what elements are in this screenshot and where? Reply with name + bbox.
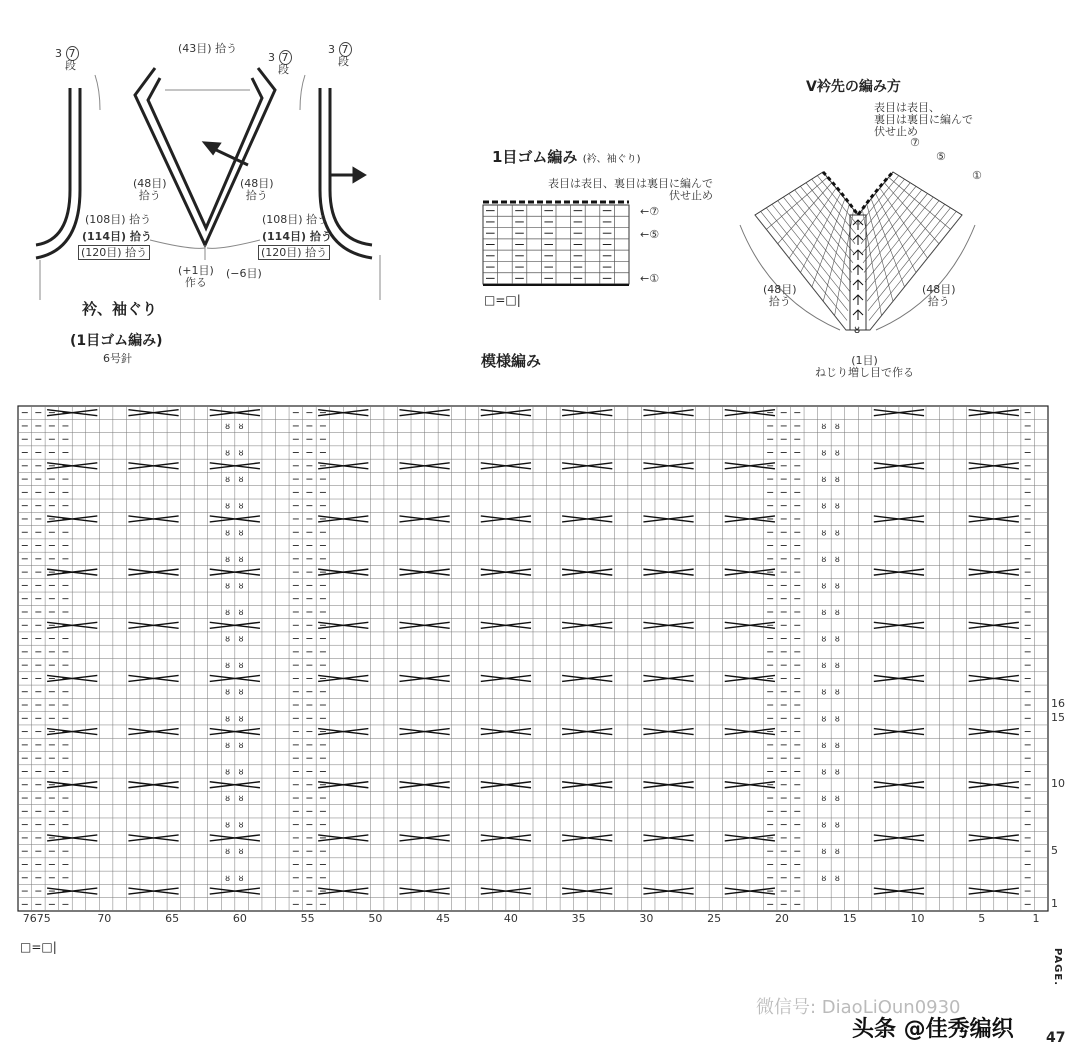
twist-stitch-mark: ȣ	[821, 634, 827, 644]
wechat-watermark: 微信号: DiaoLiOun0930	[756, 997, 961, 1018]
twist-stitch-mark: ȣ	[821, 661, 827, 671]
vtip-row1: ①	[972, 169, 982, 182]
twist-stitch-mark: ȣ	[821, 847, 827, 857]
page-number: 47	[1046, 1030, 1066, 1046]
twist-stitch-mark: ȣ	[238, 607, 244, 617]
vtip-bottom-label: (1目) ねじり増し目で作る	[815, 354, 914, 380]
twist-stitch-mark: ȣ	[834, 607, 840, 617]
twist-stitch-mark: ȣ	[238, 794, 244, 804]
vest-subtitle: (1目ゴム編み)	[70, 333, 163, 349]
twist-stitch-mark: ȣ	[821, 421, 827, 431]
needle-size: 6号針	[103, 352, 132, 365]
twist-stitch-mark: ȣ	[225, 661, 230, 671]
mid-step-count: 3	[268, 51, 275, 64]
twist-stitch-mark: ȣ	[821, 528, 827, 538]
twist-stitch-mark: ȣ	[834, 634, 840, 644]
twist-stitch-mark: ȣ	[821, 687, 827, 697]
twist-stitch-mark: ȣ	[225, 448, 230, 458]
ribbing-row5: ←⑤	[640, 228, 660, 241]
vtip-title: V衿先の編み方	[806, 79, 901, 95]
right-step-circle: 7	[339, 42, 352, 57]
column-number: 10	[910, 912, 925, 925]
twist-stitch-mark: ȣ	[821, 873, 827, 883]
twist-stitch-mark: ȣ	[225, 873, 230, 883]
twist-stitch-mark: ȣ	[225, 501, 230, 511]
twist-stitch-mark: ȣ	[225, 475, 230, 485]
twist-stitch-mark: ȣ	[821, 714, 827, 724]
column-number: 70	[97, 912, 112, 925]
left-arm-a: (108目) 拾う	[85, 213, 152, 226]
twist-stitch-mark: ȣ	[821, 794, 827, 804]
column-number: 45	[436, 912, 451, 925]
left-v-label: (48目) 拾う	[133, 177, 167, 203]
twist-stitch-mark: ȣ	[238, 554, 244, 564]
ribbing-title-text: 1目ゴム編み	[492, 148, 578, 166]
twist-stitch-mark: ȣ	[225, 421, 230, 431]
twist-stitch-mark: ȣ	[238, 475, 244, 485]
ribbing-row1-num: ①	[649, 272, 660, 285]
twist-stitch-mark: ȣ	[238, 767, 244, 777]
twist-stitch-mark: ȣ	[834, 847, 840, 857]
column-number: 60	[232, 912, 247, 925]
twist-stitch-mark: ȣ	[821, 767, 827, 777]
twist-stitch-mark: ȣ	[225, 740, 230, 750]
twist-increase-mark: ȣ	[854, 325, 861, 336]
twist-stitch-mark: ȣ	[238, 687, 244, 697]
twist-stitch-mark: ȣ	[238, 661, 244, 671]
left-step-unit: 段	[65, 59, 76, 73]
left-arm-b: (114目) 拾う	[82, 230, 152, 243]
left-step-circle: 7	[66, 46, 79, 61]
twist-stitch-mark: ȣ	[834, 581, 840, 591]
twist-stitch-mark: ȣ	[225, 634, 230, 644]
twist-stitch-mark: ȣ	[225, 581, 230, 591]
twist-stitch-mark: ȣ	[238, 528, 244, 538]
ribbing-row1: ←①	[640, 272, 660, 285]
right-v-label: (48目) 拾う	[240, 177, 274, 203]
column-number: 50	[368, 912, 383, 925]
twist-stitch-mark: ȣ	[238, 820, 244, 830]
right-arm-c-text: (120目) 拾う	[258, 245, 330, 260]
row-number: 1	[1051, 896, 1058, 910]
column-number: 35	[571, 912, 586, 925]
left-step-count: 3	[55, 47, 62, 60]
mid-step-unit: 段	[278, 63, 289, 77]
twist-stitch-mark: ȣ	[834, 661, 840, 671]
twist-stitch-mark: ȣ	[821, 475, 827, 485]
column-number: 15	[842, 912, 857, 925]
plus-one-label: (+1目) 作る	[178, 264, 214, 290]
vtip-row7: ⑦	[910, 136, 920, 149]
column-number: 1	[1032, 912, 1040, 925]
twist-stitch-mark: ȣ	[834, 501, 840, 511]
row-number: 15	[1051, 710, 1065, 724]
pattern-legend: □=□|	[20, 940, 57, 954]
twist-stitch-mark: ȣ	[225, 794, 230, 804]
twist-stitch-mark: ȣ	[238, 448, 244, 458]
neck-top-label: (43目) 拾う	[178, 42, 238, 55]
twist-stitch-mark: ȣ	[821, 820, 827, 830]
twist-stitch-mark: ȣ	[238, 634, 244, 644]
twist-stitch-mark: ȣ	[821, 607, 827, 617]
twist-stitch-mark: ȣ	[834, 714, 840, 724]
vtip-row5: ⑤	[936, 150, 946, 163]
right-arm-b: (114目) 拾う	[262, 230, 332, 243]
twist-stitch-mark: ȣ	[225, 714, 230, 724]
column-number: 55	[300, 912, 315, 925]
twist-stitch-mark: ȣ	[821, 448, 827, 458]
twist-stitch-mark: ȣ	[821, 581, 827, 591]
ribbing-bindoff-note: 表目は表目、裏目は裏目に編んで 伏せ止め	[548, 177, 713, 203]
left-arm-c-text: (120目) 拾う	[78, 245, 150, 260]
twist-stitch-mark: ȣ	[225, 554, 230, 564]
twist-stitch-mark: ȣ	[225, 528, 230, 538]
pattern-title: 模様編み	[481, 352, 542, 370]
mid-step-circle: 7	[279, 50, 292, 65]
twist-stitch-mark: ȣ	[238, 581, 244, 591]
ribbing-title-note: (衿、袖ぐり)	[582, 154, 641, 165]
twist-stitch-mark: ȣ	[821, 501, 827, 511]
twist-stitch-mark: ȣ	[834, 421, 840, 431]
twist-stitch-mark: ȣ	[834, 820, 840, 830]
twist-stitch-mark: ȣ	[821, 740, 827, 750]
vtip-right-label: (48目) 拾う	[922, 283, 956, 309]
twist-stitch-mark: ȣ	[225, 607, 230, 617]
row-number: 5	[1051, 843, 1058, 857]
twist-stitch-mark: ȣ	[225, 820, 230, 830]
twist-stitch-mark: ȣ	[834, 475, 840, 485]
vest-title: 衿、袖ぐり	[82, 300, 158, 318]
twist-stitch-mark: ȣ	[238, 501, 244, 511]
twist-stitch-mark: ȣ	[834, 767, 840, 777]
ribbing-row7-num: ⑦	[649, 205, 660, 218]
twist-stitch-mark: ȣ	[238, 421, 244, 431]
twist-stitch-mark: ȣ	[834, 448, 840, 458]
column-number: 40	[503, 912, 518, 925]
twist-stitch-mark: ȣ	[225, 687, 230, 697]
twist-stitch-mark: ȣ	[834, 528, 840, 538]
vtip-left-label: (48目) 拾う	[763, 283, 797, 309]
column-number: 5	[978, 912, 986, 925]
column-number: 65	[165, 912, 180, 925]
twist-stitch-mark: ȣ	[225, 847, 230, 857]
twist-stitch-mark: ȣ	[238, 847, 244, 857]
row-number: 16	[1051, 697, 1065, 711]
twist-stitch-mark: ȣ	[238, 873, 244, 883]
column-number: 25	[707, 912, 722, 925]
vtip-note: 表目は表目、 裏目は裏目に編んで 伏せ止め	[874, 101, 973, 139]
twist-stitch-mark: ȣ	[238, 714, 244, 724]
twist-stitch-mark: ȣ	[834, 740, 840, 750]
column-number: 7675	[22, 912, 51, 925]
twist-stitch-mark: ȣ	[225, 767, 230, 777]
ribbing-row5-num: ⑤	[649, 228, 660, 241]
ribbing-legend: □=□|	[484, 293, 521, 307]
twist-stitch-mark: ȣ	[834, 794, 840, 804]
minus-six-label: (−6目)	[226, 267, 262, 280]
column-number: 30	[639, 912, 654, 925]
twist-stitch-mark: ȣ	[834, 687, 840, 697]
right-step-unit: 段	[338, 55, 349, 69]
attribution-text: 头条 @佳秀编织	[852, 1017, 1014, 1042]
twist-stitch-mark: ȣ	[834, 873, 840, 883]
page-word: PAGE.	[1052, 948, 1063, 986]
right-arm-a: (108目) 拾う	[262, 213, 329, 226]
row-number: 10	[1051, 777, 1065, 791]
twist-stitch-mark: ȣ	[834, 554, 840, 564]
ribbing-row7: ←⑦	[640, 205, 660, 218]
column-number: 20	[774, 912, 789, 925]
right-step-count: 3	[328, 43, 335, 56]
twist-stitch-mark: ȣ	[238, 740, 244, 750]
twist-stitch-mark: ȣ	[821, 554, 827, 564]
